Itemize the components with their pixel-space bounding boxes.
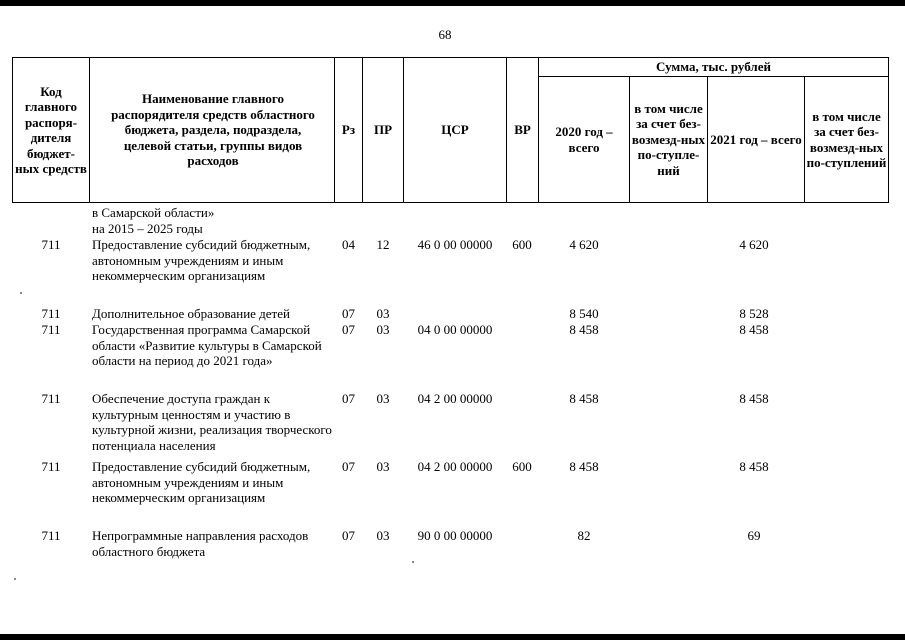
row-kod: 711 — [41, 391, 61, 406]
header-rz: Рз — [341, 122, 356, 138]
header-vr: ВР — [514, 122, 531, 138]
row-sum-2021: 8 458 — [739, 459, 769, 474]
bottom-border — [0, 634, 905, 640]
row-sum-2020: 8 540 — [569, 306, 599, 321]
table-header — [12, 57, 889, 203]
row-pr: 03 — [376, 528, 390, 543]
row-sum-2020: 8 458 — [569, 391, 599, 406]
scan-speck — [412, 561, 414, 563]
row-csr: 46 0 00 00000 — [417, 237, 493, 252]
row-kod: 711 — [41, 322, 61, 337]
row-name: Дополнительное образование детей — [92, 306, 290, 321]
row-kod: 711 — [41, 237, 61, 252]
row-sum-2021: 69 — [747, 528, 761, 543]
row-sum-2021: 8 528 — [739, 306, 769, 321]
row-sum-2021: 8 458 — [739, 322, 769, 337]
row-vr: 600 — [512, 237, 532, 252]
page-number: 68 — [438, 27, 452, 42]
header-name: Наименование главного распорядителя средств областного бюджета, раздела, подраздела, целевой статьи, группы видов расходов — [111, 91, 315, 169]
row-csr: 04 2 00 00000 — [417, 459, 493, 474]
header-kod: Код главного распоря-дителя бюджет-ных средств — [15, 83, 87, 176]
header-pr: ПР — [373, 122, 393, 138]
row-sum-2020: 8 458 — [569, 322, 599, 337]
row-name: Предоставление субсидий бюджетным, автономным учреждениям и иным некоммерческим организациям — [92, 459, 311, 505]
row-name: в Самарской области» на 2015 – 2025 годы — [92, 205, 215, 236]
row-rz: 07 — [342, 391, 355, 406]
row-rz: 07 — [342, 306, 355, 321]
row-vr: 600 — [512, 459, 532, 474]
row-pr: 03 — [376, 322, 390, 337]
row-name: Непрограммные направления расходов областного бюджета — [92, 528, 309, 559]
row-kod: 711 — [41, 306, 61, 321]
header-2020-free: в том числе за счет без-возмезд-ных по-ступле-ний — [631, 100, 706, 178]
row-sum-2020: 8 458 — [569, 459, 599, 474]
row-name: Обеспечение доступа граждан к культурным ценностям и участию в культурной жизни, реализация творческого потенциала населения — [92, 391, 332, 453]
row-rz: 07 — [342, 528, 355, 543]
row-csr: 04 0 00 00000 — [417, 322, 493, 337]
row-sum-2020: 4 620 — [569, 237, 599, 252]
top-border — [0, 0, 905, 6]
scan-speck — [20, 292, 22, 294]
row-kod: 711 — [41, 528, 61, 543]
row-sum-2021: 4 620 — [739, 237, 769, 252]
row-pr: 03 — [376, 306, 390, 321]
row-sum-2021: 8 458 — [739, 391, 769, 406]
row-rz: 07 — [342, 322, 355, 337]
header-csr: ЦСР — [441, 122, 469, 138]
header-2020-total: 2020 год – всего — [555, 124, 613, 155]
row-kod: 711 — [41, 459, 61, 474]
row-csr: 90 0 00 00000 — [417, 528, 493, 543]
row-name: Государственная программа Самарской области «Развитие культуры в Самарской области на период до 2021 года» — [92, 322, 322, 368]
row-name: Предоставление субсидий бюджетным, автономным учреждениям и иным некоммерческим организациям — [92, 237, 311, 283]
row-pr: 03 — [376, 391, 390, 406]
scan-speck — [14, 578, 16, 580]
row-sum-2020: 82 — [577, 528, 591, 543]
header-summa: Сумма, тыс. рублей — [656, 58, 771, 74]
row-pr: 03 — [376, 459, 390, 474]
row-pr: 12 — [376, 237, 390, 252]
row-csr: 04 2 00 00000 — [417, 391, 493, 406]
row-rz: 04 — [342, 237, 355, 252]
row-rz: 07 — [342, 459, 355, 474]
header-2021-free: в том числе за счет без-возмезд-ных по-ступлений — [806, 108, 887, 170]
header-2021-total: 2021 год – всего — [710, 131, 802, 147]
